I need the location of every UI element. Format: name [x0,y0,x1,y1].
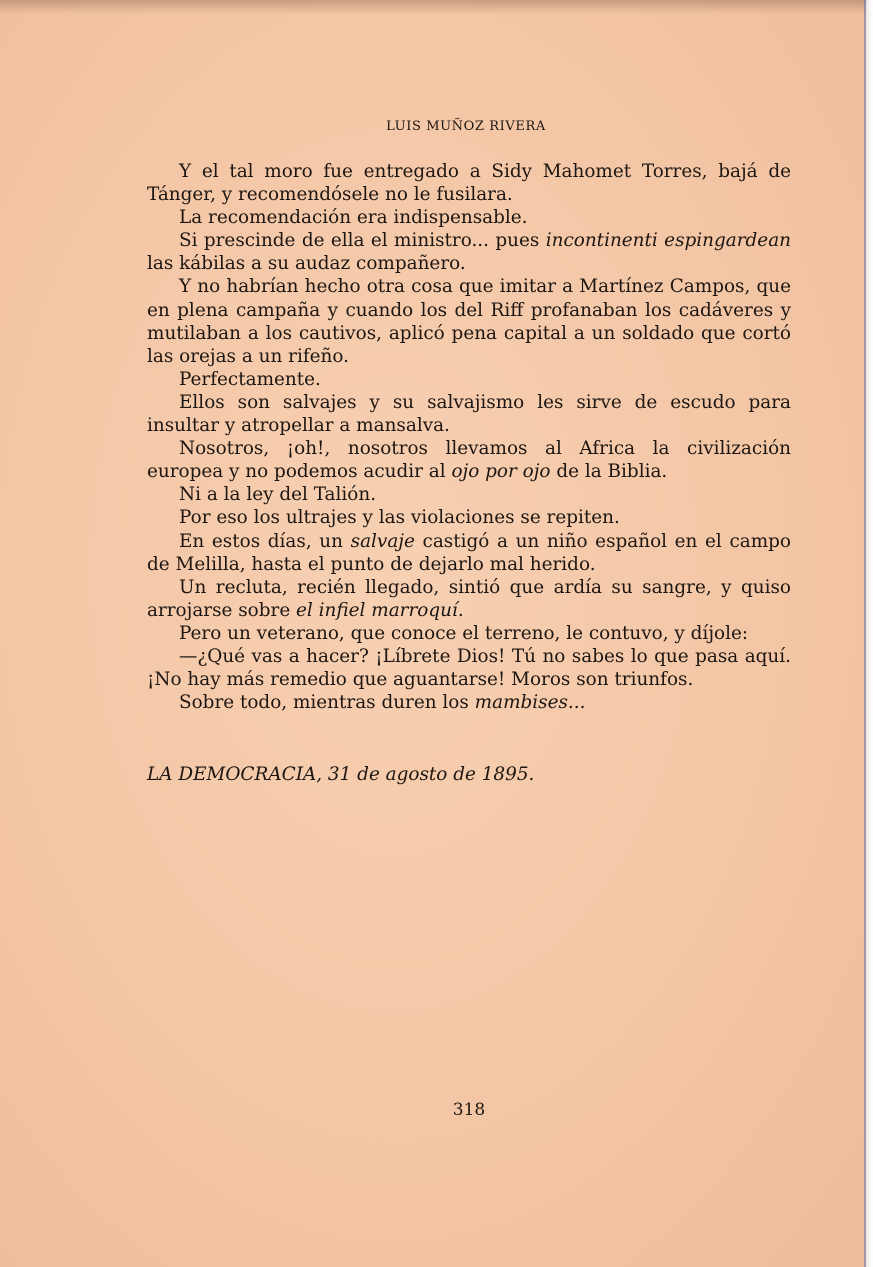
text-segment: Ellos son salvajes y su salvajismo les sirve de escudo para insultar y atropellar a mansalva. [147,391,791,437]
paragraph [147,691,791,714]
paragraph [147,576,791,622]
text-segment: La recomendación era indispensable. [179,207,528,229]
italic-text: salvaje [350,530,415,552]
page-right-line [864,0,866,1267]
text-segment: Pero un veterano, que conoce el terreno, le contuvo, y díjole: [179,622,749,644]
article-body [147,160,791,714]
italic-text: mambises... [474,692,586,714]
text-segment: Si prescinde de ella el ministro... pues [179,230,546,252]
text-segment: Nosotros, ¡oh!, nosotros llevamos al Africa la civilización europea y no podemos acudir al [147,438,791,483]
paragraph [147,229,791,275]
running-head: LUIS MUÑOZ RIVERA [386,119,546,134]
text-segment: Y no habrían hecho otra cosa que imitar a Martínez Campos, que en plena campaña y cuando los del Riff profanaban los cadáveres y mutilaban a los cautivos, aplicó pena capital a un soldado que cortó las orejas a un rifeño. [147,276,791,367]
paragraph [147,437,791,483]
paragraph [147,483,791,506]
text-segment: Perfectamente. [179,368,321,390]
text-segment: Ni a la ley del Talión. [179,484,377,506]
text-segment: las kábilas a su audaz compañero. [147,253,466,275]
page-number: 318 [452,1100,486,1120]
paragraph [147,206,791,229]
paragraph [147,530,791,576]
text-segment: de la Biblia. [550,461,668,483]
paragraph [147,506,791,529]
italic-text: ojo por ojo [451,461,551,483]
paragraph [147,275,791,367]
italic-text: incontinenti espingardean [545,230,791,252]
text-segment: Un recluta, recién llegado, sintió que ardía su sangre, y quiso arrojarse sobre [147,576,791,621]
paragraph [147,368,791,391]
source-citation: LA DEMOCRACIA, 31 de agosto de 1895. [147,764,535,785]
paragraph [147,391,791,437]
text-segment: castigó a un niño español en el campo de Melilla, hasta el punto de dejarlo mal herido. [147,530,791,575]
paragraph [147,160,791,206]
italic-text: el infiel marroquí. [296,599,464,621]
page-top-shadow [0,0,873,14]
text-segment: Y el tal moro fue entregado a Sidy Mahomet Torres, bajá de Tánger, y recomendósele no le fusilara. [147,161,791,206]
text-segment: —¿Qué vas a hacer? ¡Líbrete Dios! Tú no sabes lo que pasa aquí. ¡No hay más remedio que aguantarse! Moros son triunfos. [147,645,791,691]
text-segment: Sobre todo, mientras duren los [179,692,475,714]
text-segment: En estos días, un [179,530,351,552]
paragraph [147,645,791,691]
paragraph [147,622,791,645]
text-segment: Por eso los ultrajes y las violaciones se repiten. [179,507,620,529]
